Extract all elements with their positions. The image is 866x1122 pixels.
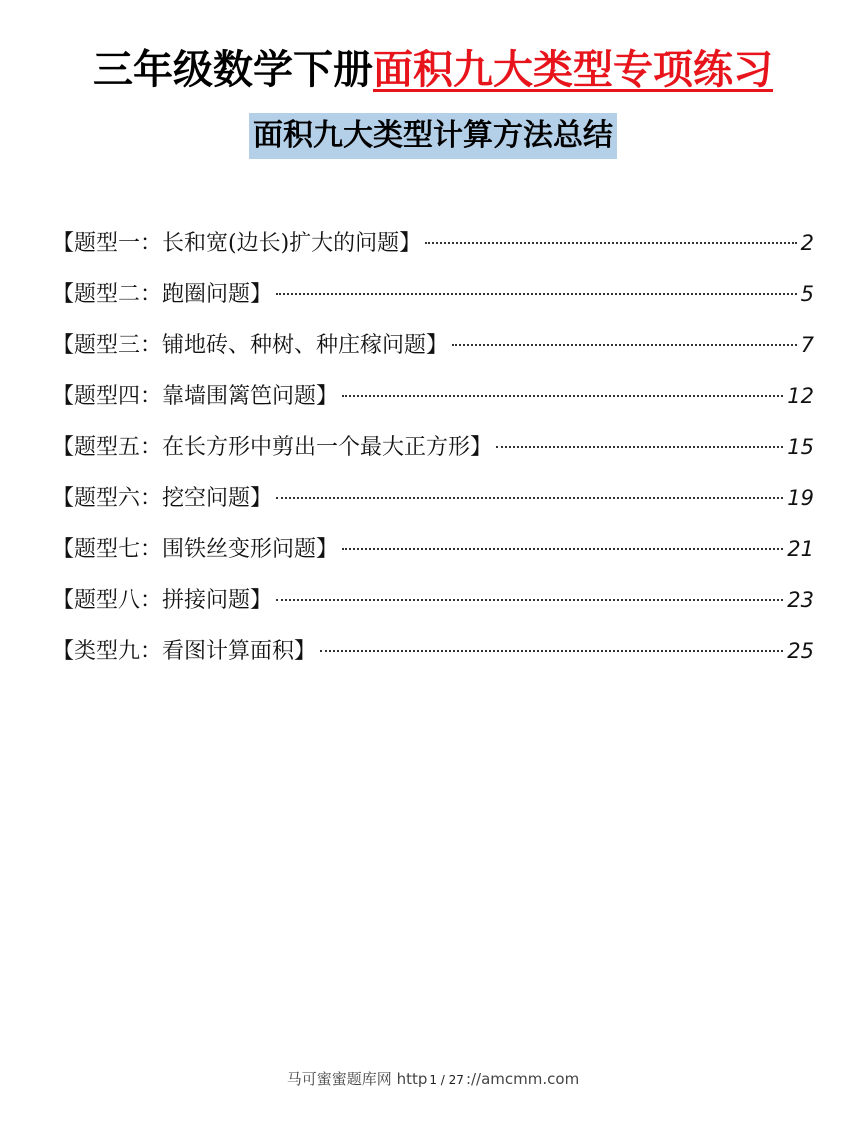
toc-leader-dots (342, 395, 783, 397)
toc-item-4[interactable] (52, 371, 814, 422)
toc-leader-dots (276, 293, 797, 295)
toc-label: 【题型三：铺地砖、种树、种庄稼问题】 (52, 333, 449, 358)
watermark-right: ://amcmm.com (465, 1070, 580, 1088)
toc-leader-dots (320, 650, 783, 652)
toc-label: 【题型一：长和宽(边长)扩大的问题】 (52, 231, 422, 256)
toc-leader-dots (452, 344, 797, 346)
toc-item-9[interactable] (52, 626, 814, 677)
watermark-left: 马可蜜蜜题库网 http (286, 1070, 428, 1088)
subtitle: 面积九大类型计算方法总结 (249, 113, 617, 159)
toc-page-number: 5 (800, 282, 814, 306)
toc-page-number: 25 (787, 639, 814, 663)
toc-leader-dots (342, 548, 783, 550)
toc-leader-dots (276, 497, 783, 499)
document-title (0, 40, 866, 100)
toc-page-number: 12 (787, 384, 814, 408)
toc-page-number: 7 (800, 333, 814, 357)
page-indicator: 1 / 27 (429, 1073, 464, 1087)
toc-label: 【题型二：跑圈问题】 (52, 282, 273, 307)
toc-label: 【题型六：挖空问题】 (52, 486, 273, 511)
toc-label: 【题型四：靠墙围篱笆问题】 (52, 384, 339, 409)
toc-item-5[interactable] (52, 422, 814, 473)
toc-leader-dots (425, 242, 796, 244)
toc-leader-dots (496, 446, 783, 448)
toc-item-1[interactable] (52, 218, 814, 269)
toc-label: 【题型七：围铁丝变形问题】 (52, 537, 339, 562)
toc-page-number: 2 (800, 231, 814, 255)
table-of-contents (52, 218, 814, 677)
title-grade: 三年级数学下册 (93, 47, 373, 93)
toc-item-3[interactable] (52, 320, 814, 371)
page-footer (0, 1068, 866, 1089)
toc-item-2[interactable] (52, 269, 814, 320)
subtitle-container (0, 113, 866, 159)
toc-item-8[interactable] (52, 575, 814, 626)
toc-page-number: 15 (787, 435, 814, 459)
toc-leader-dots (276, 599, 783, 601)
toc-label: 【类型九：看图计算面积】 (52, 639, 317, 664)
title-topic: 面积九大类型专项练习 (373, 47, 773, 93)
toc-page-number: 19 (787, 486, 814, 510)
toc-page-number: 23 (787, 588, 814, 612)
toc-item-6[interactable] (52, 473, 814, 524)
toc-item-7[interactable] (52, 524, 814, 575)
toc-page-number: 21 (787, 537, 814, 561)
toc-label: 【题型八：拼接问题】 (52, 588, 273, 613)
toc-label: 【题型五：在长方形中剪出一个最大正方形】 (52, 435, 493, 460)
